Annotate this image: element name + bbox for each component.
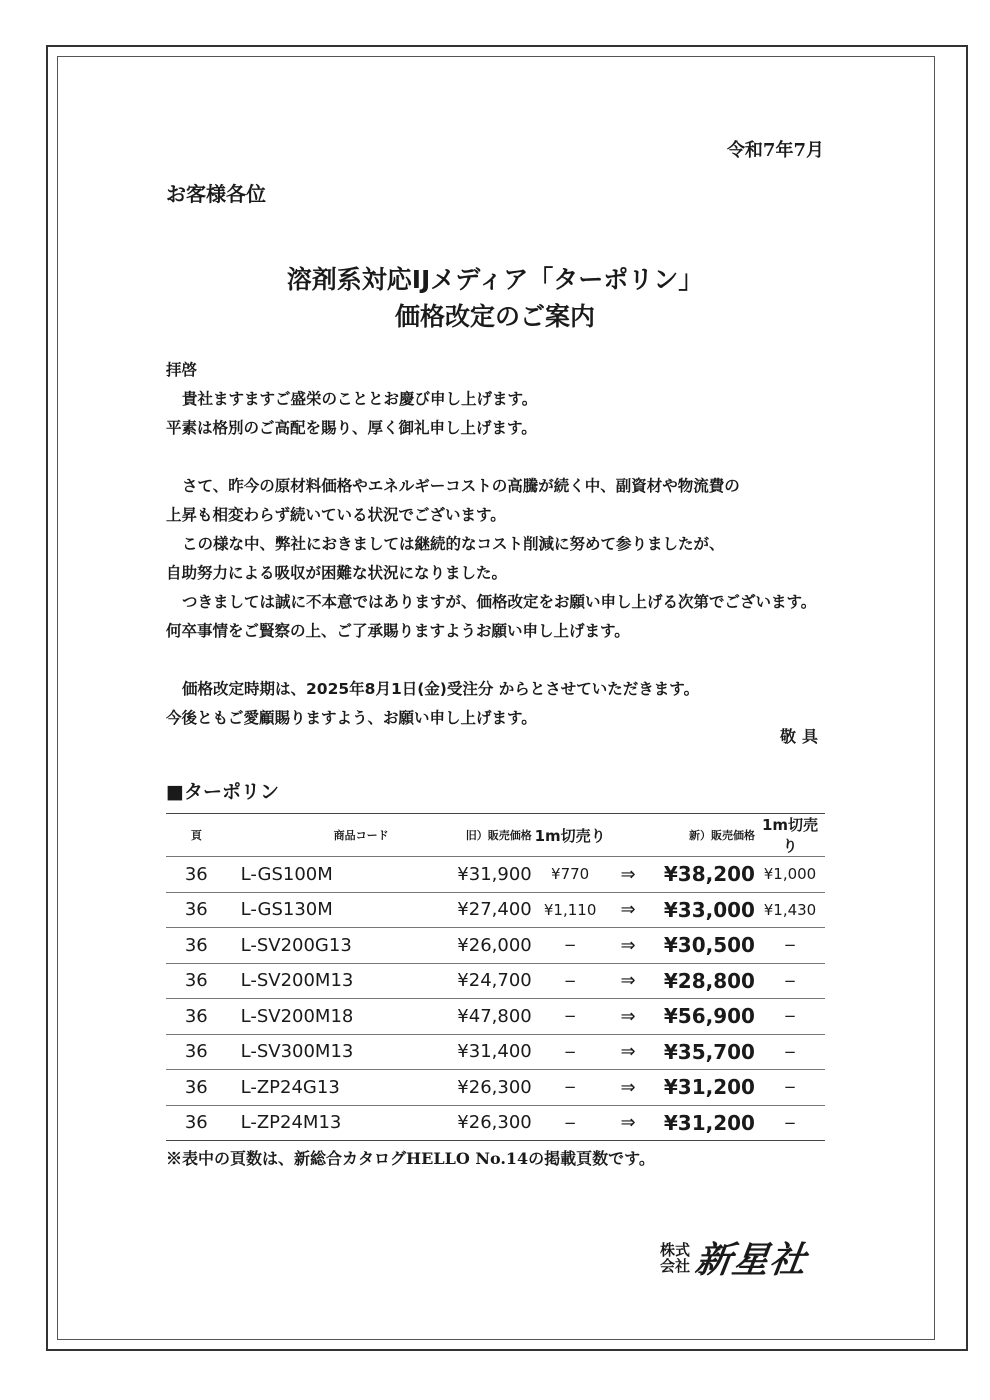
header-old-price: 旧）販売価格	[440, 814, 532, 857]
cell-old-cut: −	[532, 1034, 609, 1070]
body-line: この様な中、弊社におきましては継続的なコスト削減に努めて参りましたが、	[182, 534, 725, 553]
cell-new-price: ¥30,500	[648, 928, 755, 964]
table-row	[166, 892, 825, 928]
cell-new-price: ¥31,200	[648, 1105, 755, 1141]
cell-new-cut: −	[755, 1105, 825, 1141]
cell-page: 36	[166, 928, 227, 964]
cell-code: L-SV300M13	[227, 1034, 440, 1070]
cell-old-price: ¥31,900	[440, 857, 532, 893]
header-code: 商品コード	[227, 814, 440, 857]
footnote: ※表中の頁数は、新総合カタログHELLO No.14の掲載頁数です。	[166, 1149, 655, 1168]
cell-old-cut: −	[532, 963, 609, 999]
cell-new-price: ¥56,900	[648, 999, 755, 1035]
cell-old-price: ¥26,000	[440, 928, 532, 964]
body-line: 今後ともご愛顧賜りますよう、お願い申し上げます。	[166, 708, 537, 727]
cell-new-cut: −	[755, 928, 825, 964]
header-old-cut: 1m切売り	[532, 814, 609, 857]
table-row	[166, 857, 825, 893]
cell-new-cut: −	[755, 963, 825, 999]
cell-old-cut: −	[532, 928, 609, 964]
cell-new-price: ¥28,800	[648, 963, 755, 999]
body-line: 上昇も相変わらず続いている状況でございます。	[166, 505, 506, 524]
cell-new-price: ¥38,200	[648, 857, 755, 893]
cell-old-cut: ¥1,110	[532, 892, 609, 928]
body-line: つきましては誠に不本意ではありますが、価格改定をお願い申し上げる次第でございます。	[182, 592, 817, 611]
company-prefix	[660, 1242, 690, 1274]
cell-old-cut: −	[532, 1105, 609, 1141]
cell-old-price: ¥31,400	[440, 1034, 532, 1070]
cell-old-cut: −	[532, 1070, 609, 1106]
cell-old-price: ¥27,400	[440, 892, 532, 928]
body-line: さて、昨今の原材料価格やエネルギーコストの高騰が続く中、副資材や物流費の	[182, 476, 740, 495]
document-title-line1: 溶剤系対応IJメディア「ターポリン」	[286, 265, 704, 294]
body-line: 貴社ますますご盛栄のこととお慶び申し上げます。	[182, 389, 538, 408]
company-prefix-top: 株式	[660, 1240, 691, 1259]
cell-page: 36	[166, 999, 227, 1035]
cell-code: L-SV200G13	[227, 928, 440, 964]
greeting: 拝啓	[166, 360, 198, 379]
cell-new-price: ¥35,700	[648, 1034, 755, 1070]
body-line: 何卒事情をご賢察の上、ご了承賜りますようお願い申し上げます。	[166, 621, 630, 640]
table-row	[166, 963, 825, 999]
cell-page: 36	[166, 963, 227, 999]
company-name: 新星社	[692, 1240, 810, 1281]
cell-old-cut: ¥770	[532, 857, 609, 893]
cell-old-price: ¥24,700	[440, 963, 532, 999]
body-line: 自助努力による吸収が困難な状況になりました。	[166, 563, 508, 582]
cell-page: 36	[166, 1105, 227, 1141]
header-new-price: 新）販売価格	[648, 814, 755, 857]
table-row	[166, 999, 825, 1035]
cell-arrow: ⇒	[609, 1070, 648, 1106]
company-prefix-bottom: 会社	[660, 1256, 691, 1275]
date: 令和7年7月	[726, 140, 824, 161]
cell-old-cut: −	[532, 999, 609, 1035]
document-title-line2: 価格改定のご案内	[394, 302, 595, 331]
cell-arrow: ⇒	[609, 892, 648, 928]
cell-arrow: ⇒	[609, 999, 648, 1035]
revision-date-line	[166, 674, 846, 703]
cell-new-cut: ¥1,430	[755, 892, 825, 928]
cell-code: L-ZP24G13	[227, 1070, 440, 1106]
cell-old-price: ¥26,300	[440, 1105, 532, 1141]
letter-body	[166, 355, 846, 732]
cell-page: 36	[166, 1070, 227, 1106]
cell-code: L-SV200M18	[227, 999, 440, 1035]
company-logo	[660, 1232, 810, 1283]
cell-new-cut: −	[755, 1070, 825, 1106]
header-new-cut: 1m切売り	[755, 814, 825, 857]
body-text-segment: 価格改定時期は、	[182, 679, 307, 698]
table-row	[166, 928, 825, 964]
cell-code: L-GS130M	[227, 892, 440, 928]
cell-code: L-ZP24M13	[227, 1105, 440, 1141]
price-table	[166, 813, 825, 1141]
cell-new-cut: −	[755, 1034, 825, 1070]
cell-new-price: ¥33,000	[648, 892, 755, 928]
body-line: 平素は格別のご高配を賜り、厚く御礼申し上げます。	[166, 418, 537, 437]
cell-old-price: ¥47,800	[440, 999, 532, 1035]
recipient: お客様各位	[166, 182, 266, 206]
closing: 敬具	[779, 727, 824, 746]
revision-date: 2025年8月1日(金)受注分	[306, 680, 494, 698]
table-row	[166, 1070, 825, 1106]
section-title: ■ターポリン	[166, 781, 279, 803]
cell-arrow: ⇒	[609, 857, 648, 893]
table-row	[166, 1034, 825, 1070]
cell-new-cut: ¥1,000	[755, 857, 825, 893]
header-arrow	[609, 814, 648, 857]
body-text-segment: からとさせていただきます。	[493, 679, 700, 698]
cell-page: 36	[166, 892, 227, 928]
cell-arrow: ⇒	[609, 928, 648, 964]
cell-arrow: ⇒	[609, 963, 648, 999]
cell-arrow: ⇒	[609, 1034, 648, 1070]
header-page: 頁	[166, 814, 227, 857]
cell-page: 36	[166, 1034, 227, 1070]
cell-arrow: ⇒	[609, 1105, 648, 1141]
cell-new-cut: −	[755, 999, 825, 1035]
cell-code: L-SV200M13	[227, 963, 440, 999]
table-header-row	[166, 814, 825, 857]
cell-new-price: ¥31,200	[648, 1070, 755, 1106]
cell-old-price: ¥26,300	[440, 1070, 532, 1106]
table-row	[166, 1105, 825, 1141]
cell-page: 36	[166, 857, 227, 893]
cell-code: L-GS100M	[227, 857, 440, 893]
